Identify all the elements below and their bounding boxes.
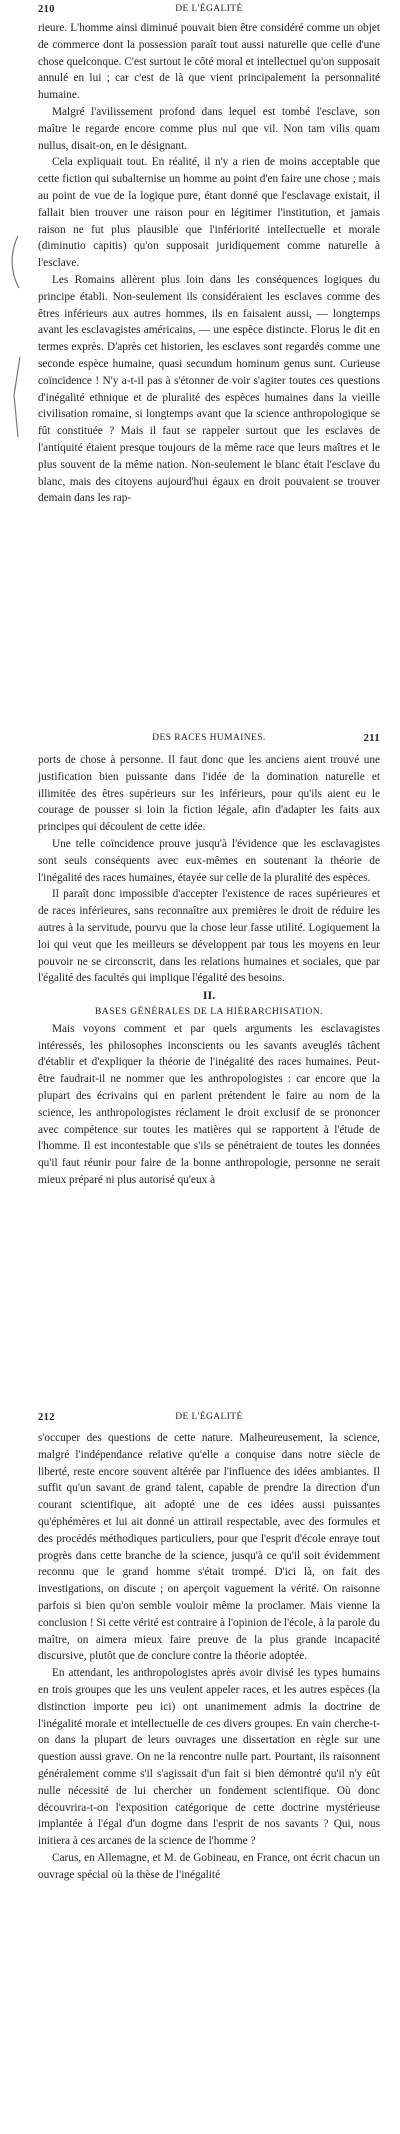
page-body (38, 1430, 380, 1884)
margin-pencil-mark (4, 355, 26, 440)
running-title: DES RACES HUMAINES. (152, 733, 266, 743)
page-212 (0, 1406, 400, 2134)
paragraph: ports de chose à personne. Il faut donc que les anciens aient trouvé une justification bien puissante dans l'idée de la domination naturelle et illimitée des êtres supérieurs sur les inférieurs, pour qu'ils aient eu le courage de pousser si loin la fiction légale, afin d'adapter les faits aux principes qui découlent de cette idée. (38, 754, 380, 834)
page-header (38, 1412, 380, 1426)
page-body (38, 20, 380, 507)
paragraph: Malgré l'avilissement profond dans lequel est tombé l'esclave, son maître le regarde encore comme plus nul que vil. Non tam vilis quam nullus, disait-on, en le désignant. (38, 105, 380, 152)
page-210 (0, 0, 400, 723)
paragraph: Les Romains allèrent plus loin dans les conséquences logiques du principe établi. Non-seulement ils considéraient les esclaves comme des êtres inférieurs aux autres hommes, ils en faisaient aussi, — longtemps avant les esclavagistes américains, — une espèce distincte. Florus le dit en termes exprès. D'après cet historien, les esclaves sont regardés comme une seconde espèce humaine, quasi secundum hominum genus sunt. Curieuse coïncidence ! N'y a-t-il pas à s'étonner de voir s'agiter toutes ces questions d'inégalité ethnique et de pluralité des espèces humaines dans la vieille civilisation romaine, si longtemps avant que la science anthropologique se fût constituée ? Mais il faut se rappeler surtout que les esclaves de l'antiquité étaient presque toujours de la même race que leurs maîtres et le plus souvent de la même nation. Non-seulement le blanc était l'esclave du blanc, mais des citoyens aujourd'hui égaux en droit pouvaient se trouver demain dans les rap- (38, 273, 380, 505)
page-number: 212 (38, 1412, 55, 1423)
page-number: 211 (363, 733, 380, 744)
paragraph: s'occuper des questions de cette nature. Malheureusement, la science, malgré l'indépendance relative qu'elle a conquise dans notre siècle de liberté, reste encore souvent altérée par l'influence des idées ambiantes. Il suffit qu'un savant de grand talent, capable de prendre la direction d'un courant scientifique, ait adopté une de ces idées aussi puissantes qu'éphémères et lui ait donné un attirail respectable, avec des formules et des procédés méthodiques particuliers, pour que l'esprit d'école enraye tout progrès dans cette branche de la science, jusqu'à ce qu'il soit évidemment reconnu que le grand homme s'était trompé. D'ici là, on fait des investigations, on discute ; on aperçoit vaguement la vérité. On raisonne parfois si bien qu'on semble vouloir même la proclamer. Mais vienne la conclusion ! Si cette vérité est contraire à l'opinion de l'école, à la parole du maître, on aimera mieux faire preuve de la plus grande incapacité discursive, plutôt que de conclure contre la théorie adoptée. (38, 1432, 380, 1663)
margin-pencil-mark (4, 232, 26, 292)
page-number: 210 (38, 4, 55, 15)
page-header (38, 4, 380, 18)
paragraph: Mais voyons comment et par quels arguments les esclavagistes intéressés, les philosophes inconscients ou les savants aveuglés tâchent d'établir et d'expliquer la théorie de l'inégalité des races humaines. Peut-être faudrait-il ne nommer que les anthropologistes : car encore que la plupart des écrivains qui en parlent prétendent le faire au nom de la science, les anthropologistes réclament le droit exclusif de se prononcer avec compétence sur toutes les matières qui se rapportent à l'étude de l'homme. Il est incontestable que s'ils se pénétraient de toutes les données qu'il faut réunir pour faire de la bonne anthropologie, personne ne serait mieux préparé ni plus autorisé qu'eux à (38, 1022, 380, 1186)
running-title: DE L'ÉGALITÉ (175, 1412, 243, 1422)
section-number: II. (202, 988, 216, 1003)
page-211 (0, 723, 400, 1406)
paragraph: Carus, en Allemagne, et M. de Gobineau, en France, ont écrit chacun un ouvrage spécial où la thèse de l'inégalité (38, 1851, 380, 1881)
section-title: BASES GÉNÉRALES DE LA HIÉRARCHISATION. (94, 1005, 324, 1017)
paragraph: rieure. L'homme ainsi diminué pouvait bien être considéré comme un objet de commerce dont la possession paraît tout aussi naturelle que celle d'une chose quelconque. C'est surtout le côté moral et intellectuel qu'on supposait annulé en lui ; car c'est de là que vient principalement la personnalité humaine. (38, 22, 380, 102)
page-body (38, 752, 380, 1189)
paragraph: Il paraît donc impossible d'accepter l'existence de races supérieures et de races inférieures, sans reconnaître aux premières le droit de réduire les autres à la servitude, pourvu que la chose leur fasse utilité. Logiquement la loi qui veut que les meilleurs se développent par tous les moyens en leur pouvoir ne se circonscrit, dans les relations humaines et sociales, que par l'égalité des facultés qui implique l'égalité des besoins. (38, 888, 380, 985)
running-title: DE L'ÉGALITÉ (175, 4, 243, 14)
paragraph: Une telle coïncidence prouve jusqu'à l'évidence que les esclavagistes sont seuls conséquents avec eux-mêmes en soutenant la théorie de l'inégalité des races humaines, étayée sur celle de la pluralité des espèces. (38, 837, 380, 884)
paragraph: En attendant, les anthropologistes après avoir divisé les types humains en trois groupes que les uns veulent appeler races, et les autres espèces (la distinction importe peu ici) ont unanimement admis la doctrine de l'inégalité morale et intellectuelle de ces divers groupes. En vain cherche-t-on dans la plupart de leurs ouvrages une dissertation en règle sur une question aussi grave. On ne la rencontre nulle part. Pourtant, ils raisonnent généralement comme s'il s'agissait d'un fait si bien démontré qu'il n'y eût nulle nécessité de lui chercher un fondement scientifique. Où donc découvrira-t-on l'exposition catégorique de cette doctrine mystérieuse implantée à l'égal d'un dogme dans l'esprit de nos savants ? Qui, nous initiera à ces arcanes de la science de l'homme ? (38, 1667, 380, 1848)
paragraph: Cela expliquait tout. En réalité, il n'y a rien de moins acceptable que cette fiction qui subalternise un homme au point d'en faire une chose ; mais au point de vue de la logique pure, étant donné que l'esclavage existait, il fallait bien trouver une raison pour en légitimer l'institution, et jamais raison ne fut plus plausible que l'infériorité intellectuelle et morale (diminutio capitis) qu'on supposait juridiquement comme naturelle à l'esclave. (38, 156, 380, 270)
page-header (38, 733, 380, 747)
